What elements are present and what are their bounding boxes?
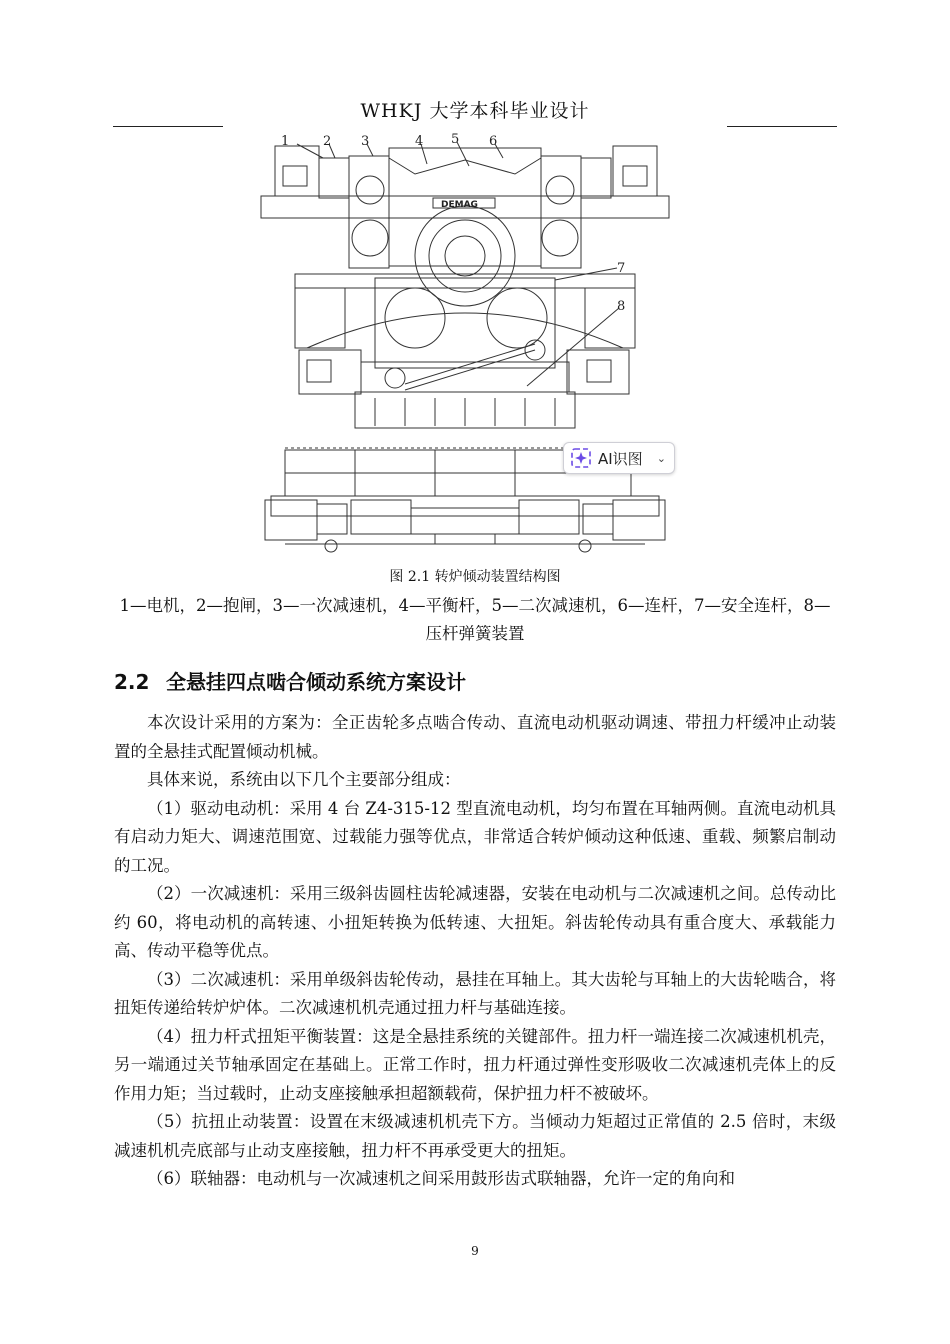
header-rule-right [727, 126, 837, 127]
bottom-motor-right [567, 350, 629, 394]
side-motor-left [265, 500, 317, 540]
callout-6: 6 [489, 134, 498, 149]
bottom-motor-left [299, 350, 361, 394]
paragraph: （3）二次减速机：采用单级斜齿轮传动，悬挂在耳轴上。其大齿轮与耳轴上的大齿轮啮合，将扭矩传递给转炉炉体。二次减速机机壳通过扭力杆与基础连接。 [114, 969, 836, 1017]
callout-4: 4 [415, 134, 424, 149]
header-rule-left [113, 126, 223, 127]
chevron-down-icon[interactable]: ⌄ [656, 451, 666, 465]
paragraph: （2）一次减速机：采用三级斜齿圆柱齿轮减速器，安装在电动机与二次减速机之间。总传动比约 60，将电动机的高转速、小扭矩转换为低转速、大扭矩。斜齿轮传动具有重合度大、承载能力高、传动平稳等优点。 [114, 884, 836, 960]
main-gear [415, 206, 515, 306]
callout-3: 3 [361, 134, 370, 149]
ai-badge-label: AI识图 [598, 449, 643, 468]
top-motor-left [275, 146, 319, 196]
paragraph: 具体来说，系统由以下几个主要部分组成： [147, 770, 461, 789]
ai-image-recognition-button[interactable] [563, 442, 675, 474]
top-motor-right [613, 146, 657, 196]
body-text [114, 709, 836, 1194]
figure-caption: 图 2.1 转炉倾动装置结构图 [389, 569, 561, 585]
paragraph: （4）扭力杆式扭矩平衡装置：这是全悬挂系统的关键部件。扭力杆一端连接二次减速机机壳，另一端通过关节轴承固定在基础上。正常工作时，扭力杆通过弹性变形吸收二次减速机壳体上的反作用力矩；当过载时，止动支座接触承担超额载荷，保护扭力杆不被破坏。 [114, 1026, 836, 1103]
callout-2: 2 [323, 134, 332, 149]
tilting-device-drawing [255, 128, 675, 568]
paragraph: （6）联轴器：电动机与一次减速机之间采用鼓形齿式联轴器，允许一定的角向和 [147, 1169, 735, 1188]
callout-8: 8 [617, 299, 626, 314]
section-number: 2.2 [114, 670, 150, 694]
side-motor-right [613, 500, 665, 540]
callout-7: 7 [617, 261, 626, 276]
section-title: 全悬挂四点啮合倾动系统方案设计 [166, 670, 466, 694]
running-header: WHKJ 大学本科毕业设计 [360, 100, 590, 122]
page-number: 9 [471, 1244, 479, 1258]
paragraph: （5）抗扭止动装置：设置在末级减速机机壳下方。当倾动力矩超过正常值的 2.5 倍时，末级减速机机壳底部与止动支座接触，扭力杆不再承受更大的扭矩。 [114, 1112, 836, 1160]
paragraph: 本次设计采用的方案为：全正齿轮多点啮合传动、直流电动机驱动调速、带扭力杆缓冲止动装置的全悬挂式配置倾动机械。 [114, 713, 836, 761]
paragraph: （1）驱动电动机：采用 4 台 Z4-315-12 型直流电动机，均匀布置在耳轴两侧。直流电动机具有启动力矩大、调速范围宽、过载能力强等优点，非常适合转炉倾动这种低速、重载、频繁启制动的工况。 [114, 798, 836, 875]
demag-plate: DEMAG [441, 200, 478, 210]
callout-1: 1 [281, 134, 290, 149]
sparkle-icon [570, 447, 592, 469]
figure-legend: 1—电机，2—抱闸，3—一次减速机，4—平衡杆，5—二次减速机，6—连杆，7—安全连杆，8—压杆弹簧装置 [119, 596, 831, 643]
callout-5: 5 [451, 132, 460, 147]
section-heading [114, 666, 466, 695]
